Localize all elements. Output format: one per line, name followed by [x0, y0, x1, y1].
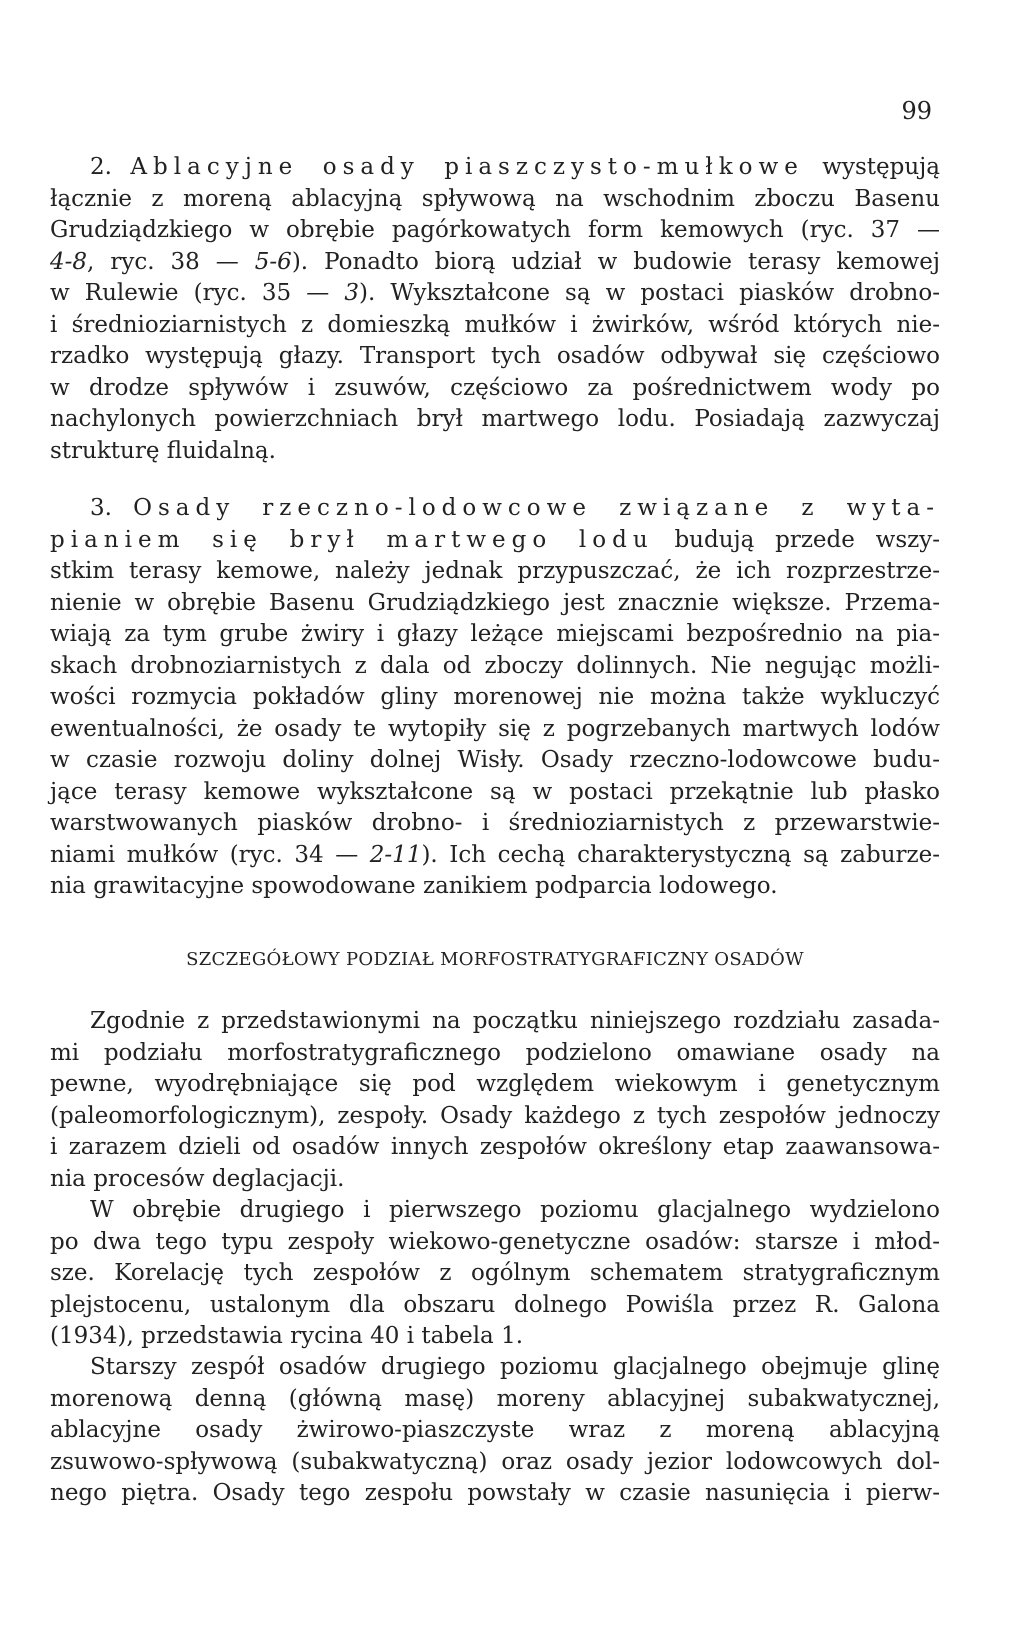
- text-line: po dwa tego typu zespoły wiekowo-genetyczne osadów: starsze i młod-: [50, 1228, 940, 1255]
- text-line: W obrębie drugiego i pierwszego poziomu glacjalnego wydzielono: [90, 1197, 940, 1223]
- text-line: plejstocenu, ustalonym dla obszaru dolnego Powiśla przez R. Galona: [50, 1291, 940, 1318]
- text-line: 4-8, ryc. 38 — 5-6). Ponadto biorą udział w budowie terasy kemowej: [50, 248, 940, 275]
- text-line: w drodze spływów i zsuwów, częściowo za pośrednictwem wody po: [50, 374, 940, 401]
- section-2-paragraph: [50, 152, 940, 467]
- text-line: nachylonych powierzchniach brył martwego lodu. Posiadają zazwyczaj: [50, 406, 940, 432]
- spaced-term: pianiem się brył martwego lodu: [50, 526, 654, 553]
- text-line: sze. Korelację tych zespołów z ogólnym schematem stratygraficznym: [50, 1260, 940, 1286]
- spaced-term: Ablacyjne osady piaszczysto-mułkowe: [130, 154, 804, 180]
- text-line: 2. Ablacyjne osady piaszczysto-mułkowe występują: [90, 154, 940, 180]
- text-line: nego piętra. Osady tego zespołu powstały w czasie nasunięcia i pierw-: [50, 1480, 940, 1506]
- text-line: Starszy zespół osadów drugiego poziomu glacjalnego obejmuje glinę: [90, 1354, 940, 1380]
- text-line: rzadko występują głazy. Transport tych osadów odbywał się częściowo: [50, 343, 940, 369]
- text-line: Grudziądzkiego w obrębie pagórkowatych form kemowych (ryc. 37 —: [50, 217, 940, 243]
- text-line: w Rulewie (ryc. 35 — 3). Wykształcone są w postaci piasków drobno-: [50, 280, 940, 306]
- text-line: warstwowanych piasków drobno- i średnioziarnistych z przewarstwie-: [50, 810, 940, 836]
- text-line: 3. Osady rzeczno-lodowcowe związane z wyta-: [90, 495, 940, 521]
- text-line: ablacyjne osady żwirowo-piaszczyste wraz z moreną ablacyjną: [50, 1417, 940, 1443]
- paragraph-levels: [50, 1195, 940, 1353]
- section-3-paragraph: [50, 493, 940, 903]
- text-line: nia grawitacyjne spowodowane zanikiem podparcia lodowego.: [50, 873, 778, 899]
- section-heading: SZCZEGÓŁOWY PODZIAŁ MORFOSTRATYGRAFICZNY OSADÓW: [186, 949, 804, 970]
- text-line: skach drobnoziarnistych z dala od zboczy dolinnych. Nie negując możli-: [50, 652, 940, 679]
- text-line: łącznie z moreną ablacyjną spływową na wschodnim zboczu Basenu: [50, 185, 940, 212]
- text-line: mi podziału morfostratygraficznego podzielono omawiane osady na: [50, 1039, 940, 1066]
- text-line: stkim terasy kemowe, należy jednak przypuszczać, że ich rozprzestrze-: [50, 558, 940, 584]
- text-line: pewne, wyodrębniające się pod względem wiekowym i genetycznym: [50, 1071, 940, 1097]
- text-line: wości rozmycia pokładów gliny morenowej nie można także wykluczyć: [50, 684, 940, 710]
- text-line: niami mułków (ryc. 34 — 2-11). Ich cechą charakterystyczną są zaburze-: [50, 841, 941, 868]
- text-line: wiają za tym grube żwiry i głazy leżące miejscami bezpośrednio na pia-: [50, 621, 940, 647]
- paragraph-older-complex: [50, 1352, 940, 1510]
- text-line: nienie w obrębie Basenu Grudziądzkiego jest znacznie większe. Przema-: [50, 589, 940, 616]
- text-line: ewentualności, że osady te wytopiły się z pogrzebanych martwych lodów: [50, 715, 940, 742]
- text-line: morenową denną (główną masę) moreny ablacyjnej subakwatycznej,: [50, 1385, 940, 1412]
- text-line: strukturę fluidalną.: [50, 437, 276, 464]
- spaced-term: Osady rzeczno-lodowcowe związane z wyta-: [133, 495, 940, 521]
- text-line: (1934), przedstawia rycina 40 i tabela 1.: [50, 1323, 524, 1349]
- text-line: Zgodnie z przedstawionymi na początku niniejszego rozdziału zasada-: [90, 1008, 940, 1034]
- page-number: 99: [901, 97, 932, 125]
- text-line: jące terasy kemowe wykształcone są w postaci przekątnie lub płasko: [50, 778, 940, 805]
- text-line: zsuwowo-spływową (subakwatyczną) oraz osady jezior lodowcowych dol-: [50, 1448, 940, 1475]
- text-line: (paleomorfologicznym), zespoły. Osady każdego z tych zespołów jednoczy: [50, 1102, 940, 1129]
- text-line: i zarazem dzieli od osadów innych zespołów określony etap zaawansowa-: [50, 1134, 940, 1160]
- text-line: i średnioziarnistych z domieszką mułków i żwirków, wśród których nie-: [50, 311, 940, 338]
- paragraph-intro: [50, 1006, 940, 1195]
- text-line: w czasie rozwoju doliny dolnej Wisły. Osady rzeczno-lodowcowe budu-: [50, 747, 940, 773]
- text-line: nia procesów deglacjacji.: [50, 1165, 345, 1192]
- text-line: pianiem się brył martwego lodu budują przede wszy-: [50, 526, 941, 553]
